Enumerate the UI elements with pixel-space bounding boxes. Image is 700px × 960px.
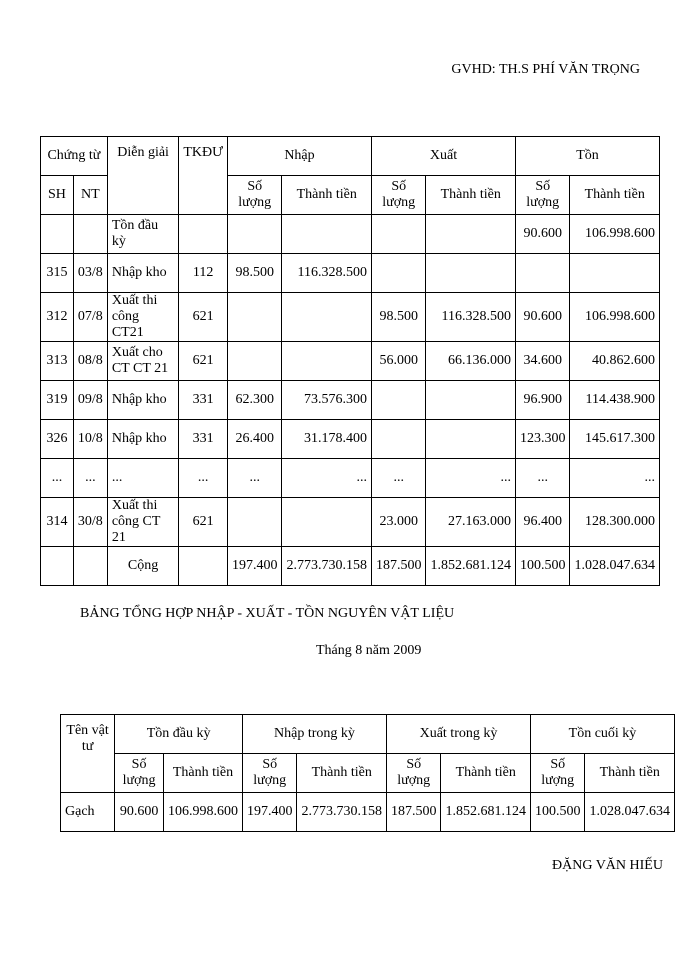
cell-nsl: [227, 293, 282, 342]
cell-ttt: 40.862.600: [570, 342, 660, 381]
cell-tk: 331: [179, 381, 228, 420]
cell-sh: 319: [41, 381, 74, 420]
total-nhap-sl: 197.400: [227, 547, 282, 586]
col-nhap-so-luong: Số lượng: [227, 176, 282, 215]
cell-nt: [73, 547, 107, 586]
cell-td-tt: 106.998.600: [163, 793, 242, 832]
cell-sh: [41, 547, 74, 586]
cell-ttt: 106.998.600: [570, 215, 660, 254]
cell-ttt: [570, 254, 660, 293]
col-ton-cuoi-ky: Tồn cuối kỳ: [530, 715, 674, 754]
cell-xtt: [426, 215, 516, 254]
cell-x-tt: 1.852.681.124: [441, 793, 531, 832]
cell-xsl: [371, 215, 426, 254]
cell-nsl: [227, 215, 282, 254]
table-row: [41, 459, 660, 498]
ledger-table: [40, 136, 660, 586]
cell-nsl: 62.300: [227, 381, 282, 420]
cell-nt: 07/8: [73, 293, 107, 342]
col-xuat-thanh-tien: Thành tiền: [426, 176, 516, 215]
table-row: [41, 293, 660, 342]
cell-desc: Nhập kho: [107, 254, 179, 293]
col-nhap-thanh-tien: Thành tiền: [282, 176, 372, 215]
cell-tk: 112: [179, 254, 228, 293]
cell-xsl: [371, 420, 426, 459]
author-name: ĐẶNG VĂN HIẾU: [552, 858, 663, 873]
cell-desc: ...: [107, 459, 179, 498]
col-xuat: Xuất: [371, 137, 515, 176]
cell-n-tt: 2.773.730.158: [297, 793, 387, 832]
ledger-header-row-1: [41, 137, 660, 176]
cell-tk: [179, 215, 228, 254]
cell-tsl: ...: [515, 459, 570, 498]
cell-sh: 313: [41, 342, 74, 381]
cell-tsl: 96.900: [515, 381, 570, 420]
cell-xsl: 23.000: [371, 498, 426, 547]
cell-tk: ...: [179, 459, 228, 498]
cell-tsl: 34.600: [515, 342, 570, 381]
cell-nt: 09/8: [73, 381, 107, 420]
summary-table: [60, 714, 675, 832]
total-ton-sl: 100.500: [515, 547, 570, 586]
summary-header-row-1: [61, 715, 675, 754]
col-ton-so-luong: Số lượng: [515, 176, 570, 215]
ledger-body: [41, 215, 660, 547]
cell-ttt: 106.998.600: [570, 293, 660, 342]
cell-sh: 326: [41, 420, 74, 459]
col-nt: NT: [73, 176, 107, 215]
cell-xsl: 56.000: [371, 342, 426, 381]
cell-tc-tt: 1.028.047.634: [585, 793, 675, 832]
cell-ttt: 128.300.000: [570, 498, 660, 547]
col-x-sl: Số lượng: [386, 754, 441, 793]
cell-tk: 331: [179, 420, 228, 459]
cell-desc: Xuất thi công CT 21: [107, 498, 179, 547]
supervisor-label: GVHD: TH.S PHÍ VĂN TRỌNG: [451, 62, 640, 77]
total-label: Cộng: [107, 547, 179, 586]
table-row: [41, 420, 660, 459]
col-n-sl: Số lượng: [242, 754, 297, 793]
cell-xtt: ...: [426, 459, 516, 498]
cell-nsl: [227, 342, 282, 381]
summary-title: BẢNG TỔNG HỢP NHẬP - XUẤT - TỒN NGUYÊN VẬT LIỆU: [80, 606, 455, 621]
col-ton: Tồn: [515, 137, 659, 176]
col-xuat-so-luong: Số lượng: [371, 176, 426, 215]
total-xuat-tt: 1.852.681.124: [426, 547, 516, 586]
cell-sh: 314: [41, 498, 74, 547]
cell-ntt: 31.178.400: [282, 420, 372, 459]
cell-xtt: 66.136.000: [426, 342, 516, 381]
cell-ntt: 116.328.500: [282, 254, 372, 293]
cell-desc: Nhập kho: [107, 420, 179, 459]
table-row: [41, 498, 660, 547]
col-tc-sl: Số lượng: [530, 754, 585, 793]
total-xuat-sl: 187.500: [371, 547, 426, 586]
cell-tsl: [515, 254, 570, 293]
cell-ntt: ...: [282, 459, 372, 498]
cell-nt: 08/8: [73, 342, 107, 381]
cell-xtt: [426, 254, 516, 293]
col-sh: SH: [41, 176, 74, 215]
col-td-tt: Thành tiền: [163, 754, 242, 793]
table-row: [41, 342, 660, 381]
cell-sh: 315: [41, 254, 74, 293]
col-n-tt: Thành tiền: [297, 754, 387, 793]
col-ton-thanh-tien: Thành tiền: [570, 176, 660, 215]
col-chung-tu: Chứng từ: [41, 137, 108, 176]
col-xuat-trong-ky: Xuất trong kỳ: [386, 715, 530, 754]
col-dien-giai: Diễn giải: [107, 137, 179, 215]
cell-n-sl: 197.400: [242, 793, 297, 832]
cell-x-sl: 187.500: [386, 793, 441, 832]
cell-nt: 30/8: [73, 498, 107, 547]
cell-xtt: [426, 420, 516, 459]
col-tc-tt: Thành tiền: [585, 754, 675, 793]
cell-tk: 621: [179, 342, 228, 381]
cell-nt: 03/8: [73, 254, 107, 293]
cell-desc: Tồn đầu kỳ: [107, 215, 179, 254]
cell-xsl: 98.500: [371, 293, 426, 342]
cell-tsl: 96.400: [515, 498, 570, 547]
cell-xsl: [371, 381, 426, 420]
cell-nt: 10/8: [73, 420, 107, 459]
cell-ntt: [282, 498, 372, 547]
cell-nt: [73, 215, 107, 254]
cell-xtt: 116.328.500: [426, 293, 516, 342]
col-ton-dau-ky: Tồn đầu kỳ: [115, 715, 243, 754]
cell-tsl: 90.600: [515, 215, 570, 254]
cell-xsl: ...: [371, 459, 426, 498]
cell-td-sl: 90.600: [115, 793, 164, 832]
total-ton-tt: 1.028.047.634: [570, 547, 660, 586]
cell-nsl: 98.500: [227, 254, 282, 293]
cell-ntt: [282, 342, 372, 381]
cell-ntt: 73.576.300: [282, 381, 372, 420]
cell-sh: ...: [41, 459, 74, 498]
table-row: [41, 381, 660, 420]
cell-ntt: [282, 215, 372, 254]
cell-xsl: [371, 254, 426, 293]
cell-desc: Xuất cho CT CT 21: [107, 342, 179, 381]
summary-header-row-2: [61, 754, 675, 793]
cell-nsl: ...: [227, 459, 282, 498]
cell-name: Gạch: [61, 793, 115, 832]
col-nhap-trong-ky: Nhập trong kỳ: [242, 715, 386, 754]
summary-row-gach: [61, 793, 675, 832]
cell-desc: Xuất thi công CT21: [107, 293, 179, 342]
cell-tk: 621: [179, 498, 228, 547]
col-td-sl: Số lượng: [115, 754, 164, 793]
col-x-tt: Thành tiền: [441, 754, 531, 793]
cell-tk: 621: [179, 293, 228, 342]
cell-tsl: 90.600: [515, 293, 570, 342]
cell-desc: Nhập kho: [107, 381, 179, 420]
cell-ntt: [282, 293, 372, 342]
cell-tc-sl: 100.500: [530, 793, 585, 832]
cell-sh: 312: [41, 293, 74, 342]
cell-tk: [179, 547, 228, 586]
cell-ttt: 114.438.900: [570, 381, 660, 420]
cell-ttt: 145.617.300: [570, 420, 660, 459]
ledger-total-row: [41, 547, 660, 586]
cell-nsl: [227, 498, 282, 547]
col-nhap: Nhập: [227, 137, 371, 176]
total-nhap-tt: 2.773.730.158: [282, 547, 372, 586]
summary-subtitle: Tháng 8 năm 2009: [316, 643, 422, 658]
col-tkdu: TKĐƯ: [179, 137, 228, 215]
cell-nt: ...: [73, 459, 107, 498]
col-ten-vat-tu: Tên vật tư: [61, 715, 115, 793]
cell-nsl: 26.400: [227, 420, 282, 459]
cell-xtt: [426, 381, 516, 420]
cell-ttt: ...: [570, 459, 660, 498]
cell-sh: [41, 215, 74, 254]
cell-tsl: 123.300: [515, 420, 570, 459]
table-row: [41, 254, 660, 293]
table-row: [41, 215, 660, 254]
cell-xtt: 27.163.000: [426, 498, 516, 547]
